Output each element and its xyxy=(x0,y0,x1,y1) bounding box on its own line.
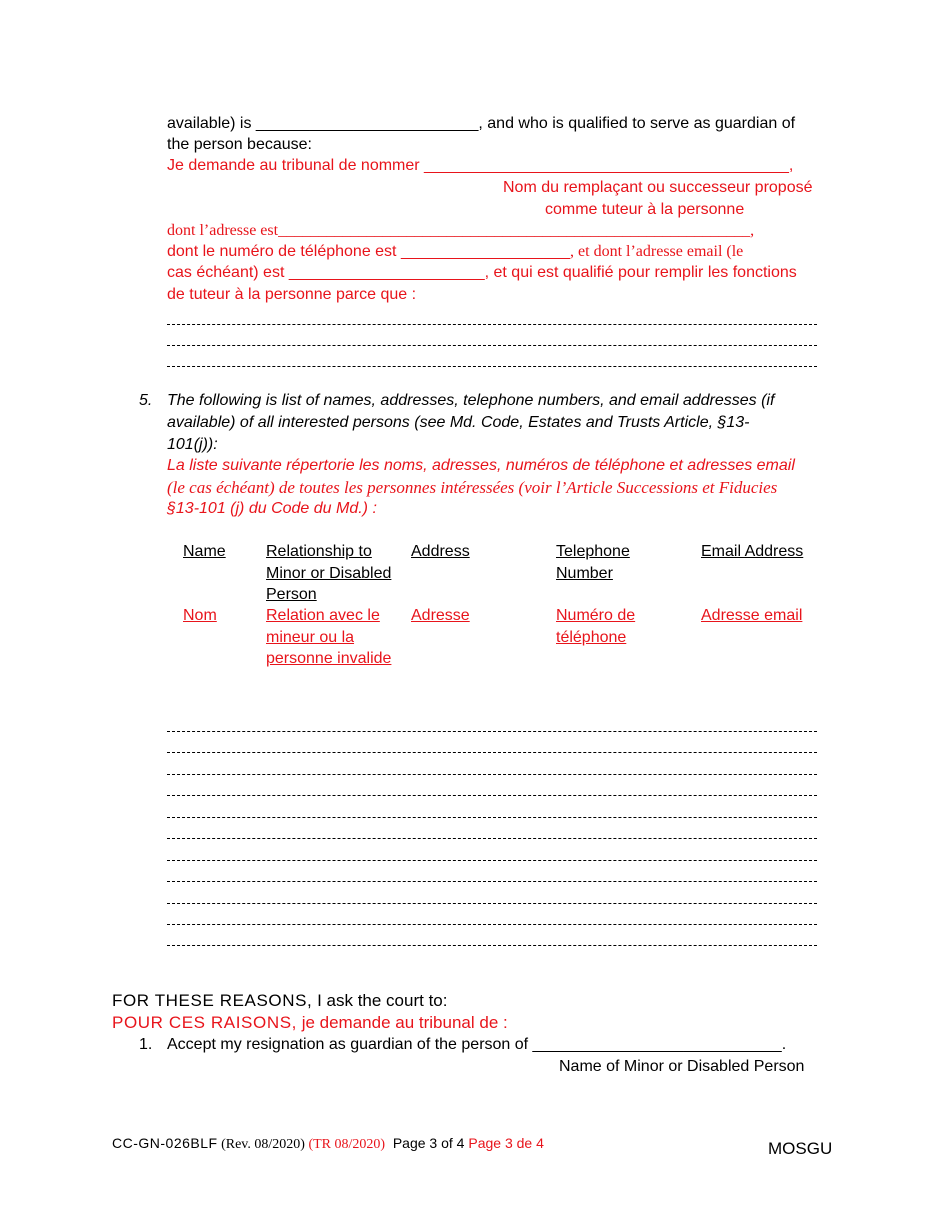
item-5-en-line-2: available) of all interested persons (see Md. Code, Estates and Trusts Article, §13- xyxy=(167,414,750,431)
request-1-caption: Name of Minor or Disabled Person xyxy=(559,1058,805,1075)
header-name-fr: Nom xyxy=(183,607,217,624)
reasons-heading xyxy=(112,991,447,1011)
header-email: Email Address xyxy=(701,543,804,560)
item-5-fr-line-3: §13-101 (j) du Code du Md.) : xyxy=(167,500,377,517)
fr-successor-caption: Nom du remplaçant ou successeur proposé xyxy=(503,179,813,196)
interested-person-blank-line[interactable] xyxy=(167,795,817,796)
reasons-heading-fr-rest: je demande au tribunal de : xyxy=(296,1013,508,1032)
reasons-heading-fr xyxy=(112,1013,508,1033)
reasons-heading-fr-caps: POUR CES RAISONS, xyxy=(112,1013,297,1032)
fr-phone-line xyxy=(167,242,743,262)
reason-blank-line[interactable] xyxy=(167,324,817,325)
interested-person-blank-line[interactable] xyxy=(167,924,817,925)
footer-translation-revision: (TR 08/2020) xyxy=(304,1137,386,1152)
interested-person-blank-line[interactable] xyxy=(167,817,817,818)
header-telephone-fr: Numéro de téléphone xyxy=(556,607,636,646)
interested-person-blank-line[interactable] xyxy=(167,945,817,946)
footer-form-id: CC-GN-026BLF xyxy=(112,1135,218,1151)
fr-phone-text: dont le numéro de téléphone est ___________________ xyxy=(167,243,571,260)
header-email-fr: Adresse email xyxy=(701,607,803,624)
fr-nominate-line: Je demande au tribunal de nommer _________________________________________, xyxy=(167,157,794,174)
reason-blank-line[interactable] xyxy=(167,366,817,367)
fr-email-line: cas échéant) est ______________________, et qui est qualifié pour remplir les fonctions xyxy=(167,264,797,281)
reasons-heading-caps: FOR THESE REASONS, xyxy=(112,991,313,1010)
request-1-number: 1. xyxy=(139,1036,153,1053)
guardian-because-line: the person because: xyxy=(167,136,312,153)
form-code: MOSGU xyxy=(768,1139,833,1158)
fr-because-line: de tuteur à la personne parce que : xyxy=(167,286,417,303)
header-name: Name xyxy=(183,543,226,560)
interested-person-blank-line[interactable] xyxy=(167,838,817,839)
interested-person-blank-line[interactable] xyxy=(167,774,817,775)
footer-page-fr: Page 3 de 4 xyxy=(464,1135,544,1151)
interested-person-blank-line[interactable] xyxy=(167,731,817,732)
header-address-fr: Adresse xyxy=(411,607,470,624)
item-5-fr-line-1: La liste suivante répertorie les noms, adresses, numéros de téléphone et adresses email xyxy=(167,457,795,474)
footer-revision: (Rev. 08/2020) xyxy=(217,1137,305,1152)
fr-successor-caption-2: comme tuteur à la personne xyxy=(545,201,745,218)
interested-person-blank-line[interactable] xyxy=(167,881,817,882)
footer xyxy=(112,1134,544,1154)
interested-person-blank-line[interactable] xyxy=(167,752,817,753)
item-5-fr-line-2: (le cas échéant) de toutes les personnes intéressées (voir l’Article Successions et Fiducies xyxy=(167,478,778,497)
footer-page-en: Page 3 of 4 xyxy=(385,1135,465,1151)
header-relationship-fr: Relation avec le mineur ou la personne invalide xyxy=(266,607,392,667)
item-5-en-line-1: The following is list of names, addresses, telephone numbers, and email addresses (if xyxy=(167,392,775,409)
item-5-number: 5. xyxy=(139,392,153,409)
interested-person-blank-line[interactable] xyxy=(167,903,817,904)
header-address: Address xyxy=(411,543,470,560)
reason-blank-line[interactable] xyxy=(167,345,817,346)
item-5-en-line-3: 101(j)): xyxy=(167,436,218,453)
request-1-text: Accept my resignation as guardian of the person of ____________________________. xyxy=(167,1036,787,1053)
fr-email-intro: , et dont l’adresse email (le xyxy=(570,243,744,260)
reasons-heading-rest: I ask the court to: xyxy=(312,991,448,1010)
header-telephone: Telephone Number xyxy=(556,543,630,582)
guardian-qualification-line: available) is _________________________, and who is qualified to serve as guardian of xyxy=(167,115,796,132)
fr-address-line: dont l’adresse est___________________________________________________________, xyxy=(167,222,755,239)
interested-person-blank-line[interactable] xyxy=(167,860,817,861)
header-relationship: Relationship to Minor or Disabled Person xyxy=(266,543,392,603)
